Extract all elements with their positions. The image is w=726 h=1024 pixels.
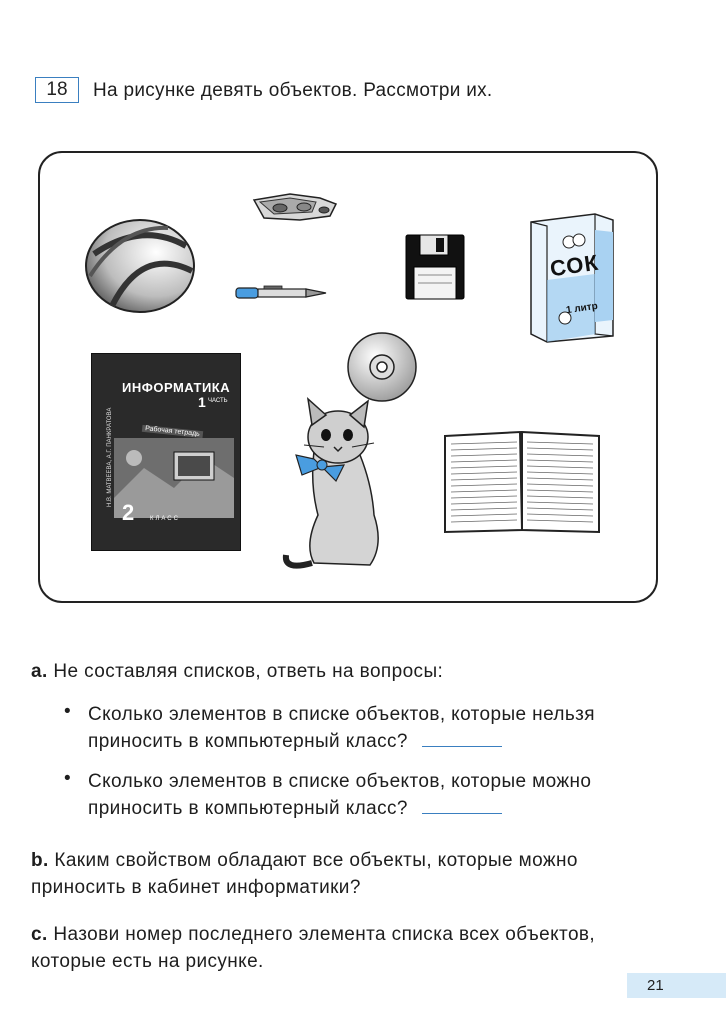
ball-icon: [82, 216, 198, 314]
question-a: [31, 658, 443, 685]
pen-icon: [234, 283, 330, 303]
task-instruction: На рисунке девять объектов. Рассмотри их.: [93, 80, 493, 101]
bullet-2-line2: приносить в компьютерный класс?: [88, 798, 408, 819]
cd-disk-icon: [345, 331, 419, 403]
bullet-1-line1: Сколько элементов в списке объектов, которые нельзя: [88, 704, 595, 725]
textbook-subtitle: Рабочая тетрадь: [142, 425, 203, 438]
question-a-text: Не составляя списков, ответь на вопросы:: [53, 661, 444, 682]
cat-icon: [274, 395, 404, 575]
money-icon: [250, 190, 340, 224]
textbook-cover: [91, 353, 241, 551]
bullet-2-line1: Сколько элементов в списке объектов, которые можно: [88, 771, 592, 792]
bullet-2-line2-row: [88, 795, 502, 822]
answer-field-2[interactable]: [422, 812, 502, 814]
picture-frame: [38, 151, 658, 603]
textbook-part-number: 1: [198, 394, 206, 410]
question-b-line1-row: [31, 847, 578, 874]
textbook-grade: 2: [122, 500, 135, 525]
page-number: 21: [647, 977, 664, 994]
textbook-grade-label: КЛАСС: [150, 516, 180, 522]
question-c-label: c.: [31, 924, 48, 945]
question-c-line1: Назови номер последнего элемента списка всех объектов,: [53, 924, 596, 945]
question-a-label: a.: [31, 661, 48, 682]
question-b-line2: приносить в кабинет информатики?: [31, 877, 361, 898]
page-number-badge: [627, 973, 726, 998]
bullet-2-marker: •: [64, 768, 71, 789]
answer-field-1[interactable]: [422, 745, 502, 747]
juice-box-brand: СОК: [548, 249, 601, 282]
juice-box-volume: 1 литр: [565, 300, 599, 317]
question-c-line2: которые есть на рисунке.: [31, 951, 264, 972]
question-b-line1: Каким свойством обладают все объекты, которые можно: [54, 850, 578, 871]
question-c-line1-row: [31, 921, 595, 948]
bullet-1-marker: •: [64, 701, 71, 722]
textbook-authors: Н.В. МАТВЕЕВА, А.Г. ПАНКРАТОВА: [107, 407, 113, 507]
question-b-label: b.: [31, 850, 49, 871]
bullet-1-line2-row: [88, 728, 502, 755]
task-number: 18: [35, 77, 79, 103]
floppy-disk-icon: [404, 233, 466, 301]
bullet-1-line2: приносить в компьютерный класс?: [88, 731, 408, 752]
notebook-icon: [443, 430, 601, 534]
textbook-part-label: ЧАСТЬ: [208, 398, 228, 404]
textbook-title: ИНФОРМАТИКА: [122, 380, 231, 395]
